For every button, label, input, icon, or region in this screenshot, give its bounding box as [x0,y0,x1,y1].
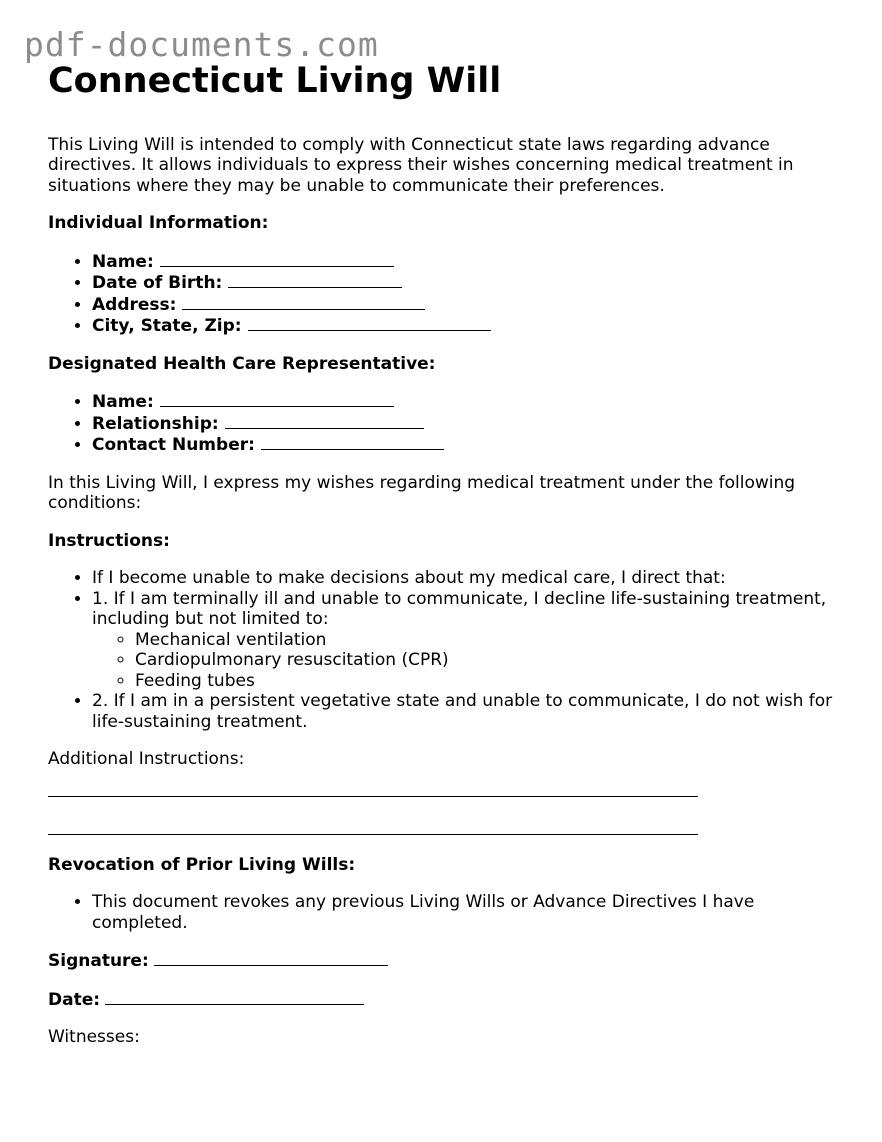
name-field[interactable] [160,251,394,267]
page-title: Connecticut Living Will [48,61,502,101]
instructions-heading: Instructions: [48,530,170,551]
field-label: Relationship: [92,413,219,434]
list-item: • 2. If I am in a persistent vegetative state and unable to communicate, I do not wish for life-sustaining treatment. [92,691,838,732]
sub-list-item: ◦ Mechanical ventilation [135,630,838,651]
list-item: • 1. If I am terminally ill and unable to communicate, I decline life-sustaining treatment, including but not limited to: ◦ Mechanical ventilation ◦ Cardiopulmonary resuscitation (CPR) ◦ Feeding tubes [92,589,838,692]
instructions-list [48,568,838,732]
additional-instructions-line-1[interactable] [48,795,698,797]
witnesses-label: Witnesses: [48,1027,140,1047]
representative-heading: Designated Health Care Representative: [48,353,436,374]
additional-instructions-line-2[interactable] [48,833,698,835]
list-item [92,413,838,435]
watermark: pdf-documents.com [24,25,379,64]
list-item [92,251,838,273]
address-field[interactable] [182,294,425,310]
field-label: City, State, Zip: [92,316,242,336]
field-label: Address: [92,294,177,315]
additional-instructions-label: Additional Instructions: [48,749,245,769]
revocation-list [48,892,838,933]
sub-list [92,630,838,692]
list-item: • This document revokes any previous Living Wills or Advance Directives I have completed. [92,892,838,933]
field-label: Name: [92,392,154,412]
list-item [92,294,838,316]
signature-row [48,950,838,972]
individual-heading: Individual Information: [48,213,269,233]
sub-list-item: ◦ Feeding tubes [135,671,838,692]
signature-label: Signature: [48,951,149,971]
contact-number-field[interactable] [261,434,444,450]
representative-list [48,391,838,456]
signature-field[interactable] [154,950,388,966]
list-item [92,391,838,413]
revocation-heading: Revocation of Prior Living Wills: [48,854,356,875]
dob-field[interactable] [228,272,402,288]
date-field[interactable] [105,989,364,1005]
conditions-paragraph: In this Living Will, I express my wishes regarding medical treatment under the following conditions: [48,472,796,513]
date-row [48,989,838,1011]
individual-list [48,251,838,337]
sub-list-item: ◦ Cardiopulmonary resuscitation (CPR) [135,650,838,671]
list-item: • If I become unable to make decisions about my medical care, I direct that: [92,568,838,589]
city-state-zip-field[interactable] [248,315,491,331]
list-item [92,272,838,294]
relationship-field[interactable] [225,413,424,429]
list-item [92,434,838,456]
date-label: Date: [48,989,101,1010]
rep-name-field[interactable] [160,391,394,407]
document-page [48,62,838,1065]
field-label: Name: [92,251,154,272]
intro-paragraph: This Living Will is intended to comply with Connecticut state laws regarding advance directives. It allows individuals to express their wishes concerning medical treatment in situations where they may be unable to communicate their preferences. [48,134,794,196]
field-label: Contact Number: [92,435,255,455]
list-item [92,315,838,337]
field-label: Date of Birth: [92,273,223,293]
